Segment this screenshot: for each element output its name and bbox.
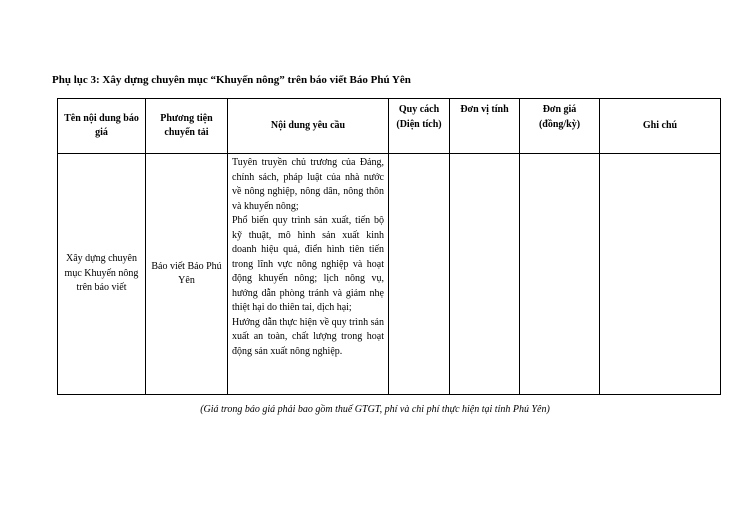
appendix-heading: Phụ lục 3: Xây dựng chuyên mục “Khuyến nông” trên báo viết Báo Phú Yên [52,74,411,86]
header-content-name: Tên nội dung báo giá [58,99,146,154]
table-header-row [58,99,721,154]
cell-medium: Báo viết Báo Phú Yên [146,154,228,395]
quotation-table [57,98,721,395]
requirement-item: Phổ biến quy trình sản xuất, tiến bộ kỹ thuật, mô hình sản xuất kinh doanh hiệu quả, điển hình tiên tiến trong lĩnh vực nông nghiệp và hoạt động khuyến nông; lịch nông vụ, hướng dẫn phòng tránh và giảm nhẹ thiệt hại do thiên tai, dịch hại; [232,215,384,313]
header-specification: Quy cách (Diện tích) [389,99,450,154]
cell-requirements [228,154,389,395]
cell-unit [450,154,520,395]
cell-note [600,154,721,395]
requirement-item: Tuyên truyền chủ trương của Đảng, chính sách, pháp luật của nhà nước về nông nghiệp, nông dân, nông thôn và khuyến nông; [232,157,384,212]
cell-unit-price [520,154,600,395]
header-requirements: Nội dung yêu cầu [228,99,389,154]
header-unit: Đơn vị tính [450,99,520,154]
table-row [58,154,721,395]
header-note: Ghi chú [600,99,721,154]
cell-content-name: Xây dựng chuyên mục Khuyến nông trên báo viết [58,154,146,395]
footnote: (Giá trong báo giá phải bao gồm thuế GTGT, phí và chi phí thực hiện tại tỉnh Phú Yên) [200,404,550,415]
header-unit-price: Đơn giá (đồng/kỳ) [520,99,600,154]
cell-specification [389,154,450,395]
header-medium: Phương tiện chuyển tải [146,99,228,154]
requirement-item: Hướng dẫn thực hiện về quy trình sản xuất an toàn, chất lượng trong hoạt động sản xuất nông nghiệp. [232,316,384,357]
